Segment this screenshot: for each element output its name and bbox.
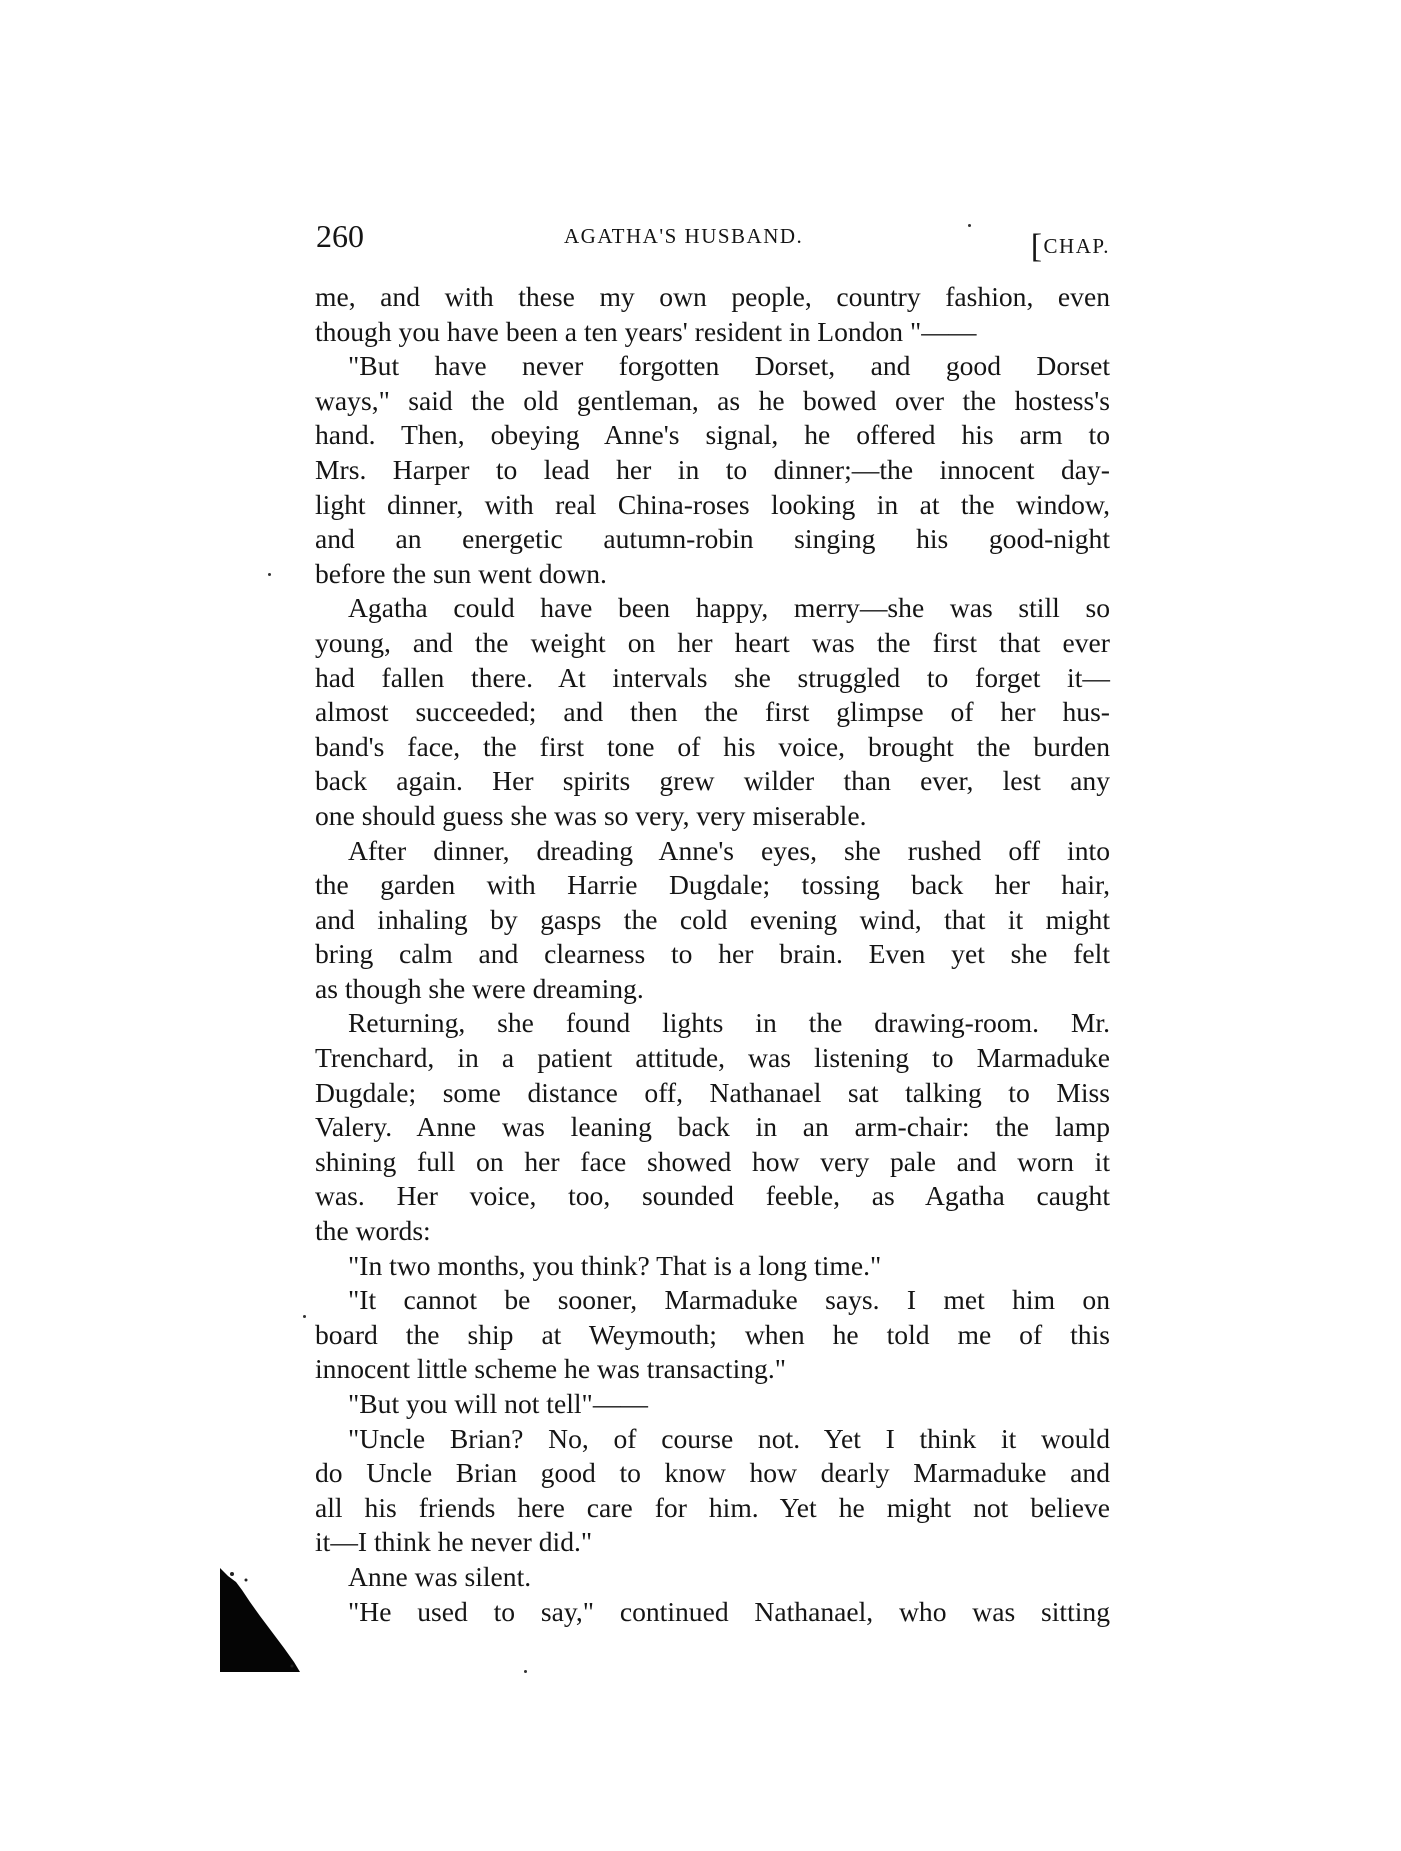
text-line: do Uncle Brian good to know how dearly Marmaduke and: [315, 1457, 1110, 1489]
text-line: band's face, the first tone of his voice, brought the burden: [315, 730, 1110, 762]
print-speck: [268, 573, 271, 576]
book-title: AGATHA'S HUSBAND.: [564, 224, 804, 248]
text-line: though you have been a ten years' resident in London "——: [315, 315, 977, 347]
chapter-label: [1030, 224, 1110, 265]
text-line: "Uncle Brian? No, of course not. Yet I think it would: [348, 1422, 1110, 1454]
text-line: Dugdale; some distance off, Nathanael sat talking to Miss: [315, 1076, 1110, 1108]
chapter-label-text: CHAP.: [1043, 234, 1110, 258]
print-speck: [524, 1670, 527, 1673]
text-line: ways," said the old gentleman, as he bowed over the hostess's: [315, 384, 1110, 416]
text-line: had fallen there. At intervals she struggled to forget it—: [315, 661, 1110, 693]
print-speck: [968, 224, 971, 227]
text-line: one should guess she was so very, very miserable.: [315, 799, 867, 831]
text-line: board the ship at Weymouth; when he told me of this: [315, 1318, 1110, 1350]
text-line: "In two months, you think? That is a long time.": [348, 1249, 882, 1281]
text-line: and inhaling by gasps the cold evening wind, that it might: [315, 903, 1110, 935]
text-line: Anne was silent.: [348, 1560, 532, 1592]
chapter-bracket: [: [1030, 228, 1044, 265]
text-line: Returning, she found lights in the drawing-room. Mr.: [348, 1007, 1110, 1039]
text-line: as though she were dreaming.: [315, 972, 644, 1004]
print-speck: [303, 1315, 306, 1318]
text-line: Mrs. Harper to lead her in to dinner;—the innocent day-: [315, 453, 1110, 485]
text-line: it—I think he never did.": [315, 1526, 593, 1558]
text-line: back again. Her spirits grew wilder than ever, lest any: [315, 765, 1110, 797]
text-line: light dinner, with real China-roses looking in at the window,: [315, 488, 1110, 520]
text-line: hand. Then, obeying Anne's signal, he offered his arm to: [315, 419, 1110, 451]
text-line: before the sun went down.: [315, 557, 607, 589]
text-line: me, and with these my own people, country fashion, even: [315, 281, 1110, 312]
text-line: "But have never forgotten Dorset, and good Dorset: [348, 350, 1110, 382]
text-line: bring calm and clearness to her brain. Even yet she felt: [315, 938, 1110, 970]
text-line: and an energetic autumn-robin singing his good-night: [315, 523, 1110, 555]
text-line: was. Her voice, too, sounded feeble, as Agatha caught: [315, 1180, 1110, 1212]
text-line: the garden with Harrie Dugdale; tossing back her hair,: [315, 869, 1110, 901]
text-line: almost succeeded; and then the first glimpse of her hus-: [315, 696, 1110, 728]
text-line: "It cannot be sooner, Marmaduke says. I met him on: [348, 1284, 1110, 1316]
text-line: shining full on her face showed how very pale and worn it: [315, 1145, 1110, 1177]
running-head: [316, 218, 1110, 265]
text-line: innocent little scheme he was transacting.": [315, 1353, 787, 1385]
page-number: 260: [316, 218, 364, 254]
text-line: the words:: [315, 1215, 431, 1247]
text-line: all his friends here care for him. Yet he might not believe: [315, 1491, 1110, 1523]
text-line: "But you will not tell"——: [348, 1388, 649, 1419]
scan-corner-artifact: [220, 1568, 302, 1672]
text-line: Valery. Anne was leaning back in an arm-chair: the lamp: [315, 1111, 1110, 1143]
text-line: young, and the weight on her heart was the first that ever: [315, 626, 1110, 658]
text-line: Trenchard, in a patient attitude, was listening to Marmaduke: [315, 1042, 1110, 1074]
text-line: Agatha could have been happy, merry—she was still so: [348, 592, 1110, 624]
text-line: "He used to say," continued Nathanael, who was sitting: [348, 1595, 1110, 1627]
body-text: [315, 280, 1110, 1629]
text-line: After dinner, dreading Anne's eyes, she rushed off into: [348, 834, 1110, 866]
